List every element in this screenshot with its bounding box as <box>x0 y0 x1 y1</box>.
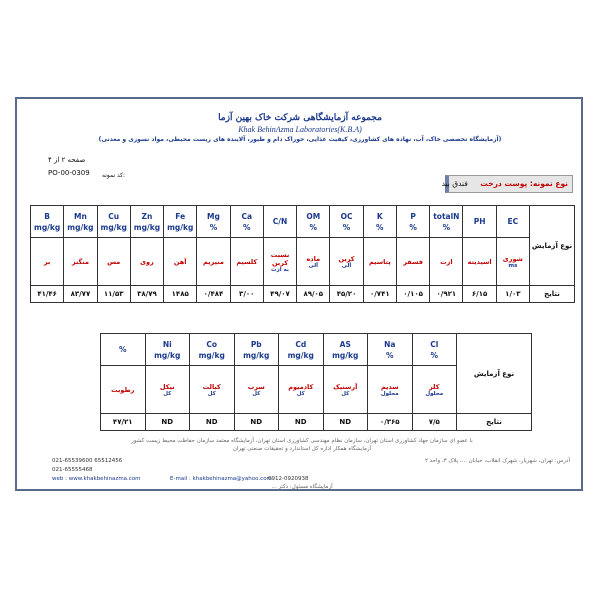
column-unit <box>97 206 130 238</box>
column-name <box>323 366 368 414</box>
parameter-symbol: Cd <box>295 339 307 349</box>
column-name <box>97 238 130 286</box>
column-unit <box>190 334 235 366</box>
unit-row <box>101 334 532 366</box>
result-value: ND <box>234 414 279 431</box>
result-value: ۱/۰۳ <box>496 286 529 303</box>
parameter-name: منیزیم <box>203 257 224 266</box>
column-unit <box>368 334 413 366</box>
result-value: ۷/۵ <box>412 414 457 431</box>
parameter-name: روی <box>140 257 154 266</box>
footer-line-1: با عضو ای سازمان جهاد کشاورزی استان تهران، سازمان نظام مهندسی کشاورزی استان تهران، آزمایشگاه معتمد سازمان حفاظت محیط زیست کشور <box>131 438 473 444</box>
footer-manager: آزمایشگاه مسئول: دکتر ... <box>271 484 333 490</box>
parameter-unit: mg/kg <box>133 222 161 232</box>
column-name <box>330 238 363 286</box>
parameter-symbol: AS <box>339 339 351 349</box>
result-value: ND <box>279 414 324 431</box>
column-unit <box>323 334 368 366</box>
parameter-name-sub: کل <box>252 390 261 397</box>
parameter-symbol: Cl <box>430 339 439 349</box>
parameter-name: کلسیم <box>236 257 258 266</box>
column-name <box>412 366 457 414</box>
result-value: ۳۸/۷۹ <box>130 286 163 303</box>
parameter-name-sub: کل <box>163 390 172 397</box>
parameter-name-sub: آلی <box>308 262 319 269</box>
parameter-name: سدیم <box>380 382 399 391</box>
column-unit <box>31 206 64 238</box>
parameter-symbol: Mn <box>74 211 87 221</box>
footer-phone: 021-65539600 65512456 <box>52 458 123 464</box>
column-name <box>145 366 190 414</box>
result-value: ۰/۴۸۴ <box>197 286 230 303</box>
parameter-symbol: C/N <box>272 217 288 226</box>
parameter-unit: % <box>209 222 218 232</box>
page-number: صفحه ۲ از ۴ <box>48 156 86 164</box>
footer-mobile: 0912-0920938 <box>268 476 309 482</box>
column-name <box>130 238 163 286</box>
column-name <box>164 238 197 286</box>
parameter-name: نیکل <box>159 382 175 391</box>
parameter-name: شوری <box>502 254 523 263</box>
result-row <box>101 414 532 431</box>
parameter-unit: mg/kg <box>167 222 194 232</box>
column-name <box>430 238 463 286</box>
results-label: نتایج <box>530 286 575 303</box>
parameter-name: کلر <box>429 382 440 391</box>
parameter-symbol: Cu <box>108 211 120 221</box>
column-unit <box>330 206 363 238</box>
footer-fax: 021-65555468 <box>52 467 93 473</box>
parameter-name: منگنز <box>71 257 89 266</box>
parameter-name: اسیدیته <box>467 257 492 266</box>
parameter-name: بر <box>43 257 51 266</box>
parameter-symbol: totalN <box>433 211 460 221</box>
parameter-unit: % <box>309 222 318 232</box>
column-unit <box>279 334 324 366</box>
result-value: ND <box>323 414 368 431</box>
parameter-name: رطوبت <box>111 385 135 394</box>
parameter-symbol: % <box>118 345 127 354</box>
parameter-name: نسبت کربن <box>270 250 290 267</box>
results-table-main <box>30 205 575 303</box>
result-value: ۱۱/۵۳ <box>97 286 130 303</box>
parameter-unit: % <box>430 350 438 360</box>
column-unit <box>164 206 197 238</box>
parameter-name-sub: محلول <box>380 390 399 397</box>
parameter-unit: mg/kg <box>67 222 94 232</box>
column-unit <box>101 334 146 366</box>
parameter-name-sub: کل <box>296 390 305 397</box>
column-name <box>496 238 529 286</box>
column-unit <box>297 206 330 238</box>
name-row <box>31 238 575 286</box>
parameter-name: کبالت <box>202 382 221 391</box>
parameter-name: کادمیوم <box>288 382 314 391</box>
result-value: ND <box>145 414 190 431</box>
result-value: ۱۴۸۵ <box>164 286 197 303</box>
parameter-unit: mg/kg <box>332 350 359 360</box>
parameter-name: ازت <box>440 257 453 266</box>
parameter-name: پتاسیم <box>368 257 391 266</box>
footer-website[interactable]: web : www.khakbehinazma.com <box>52 476 141 482</box>
parameter-symbol: P <box>410 211 416 221</box>
column-name <box>463 238 496 286</box>
column-name <box>64 238 97 286</box>
column-unit <box>396 206 429 238</box>
result-value: ۰/۱۰۵ <box>396 286 429 303</box>
column-name <box>31 238 64 286</box>
result-value: ۴۹/۰۷ <box>263 286 296 303</box>
parameter-symbol: Zn <box>141 211 153 221</box>
column-unit <box>145 334 190 366</box>
parameter-unit: mg/kg <box>154 350 181 360</box>
results-label: نتایج <box>457 414 532 431</box>
column-name <box>190 366 235 414</box>
column-unit <box>412 334 457 366</box>
parameter-symbol: B <box>44 211 50 221</box>
result-value: ۸۳/۷۷ <box>64 286 97 303</box>
result-value: ۰/۷۴۱ <box>363 286 396 303</box>
footer-email[interactable]: E-mail : khakbehinazma@yahoo.com <box>170 476 272 482</box>
parameter-unit: mg/kg <box>34 222 61 232</box>
parameter-unit: % <box>409 222 417 232</box>
results-table-secondary <box>100 333 532 431</box>
parameter-unit: mg/kg <box>287 350 314 360</box>
column-name <box>234 366 279 414</box>
parameter-unit: mg/kg <box>100 222 127 232</box>
test-type-header: نوع آزمایش <box>457 334 532 414</box>
parameter-unit: % <box>242 222 251 232</box>
parameter-symbol: Ni <box>162 339 172 349</box>
parameter-name: سرب <box>247 382 265 391</box>
sample-type-value: فندق بید <box>441 179 468 188</box>
parameter-symbol: Ca <box>241 211 253 221</box>
column-unit <box>496 206 529 238</box>
parameter-name: مس <box>107 257 121 266</box>
parameter-name: آهن <box>173 257 187 266</box>
column-unit <box>263 206 296 238</box>
parameter-unit: % <box>376 222 384 232</box>
sample-code-label: کد نمونه: <box>102 172 126 179</box>
result-row <box>31 286 575 303</box>
parameter-name-sub: کل <box>341 390 350 397</box>
parameter-name-sub: محلول <box>425 390 444 397</box>
parameter-symbol: OM <box>306 211 321 221</box>
result-value: ۰/۳۶۵ <box>368 414 413 431</box>
result-value: ۴۱/۴۶ <box>31 286 64 303</box>
column-unit <box>430 206 463 238</box>
parameter-symbol: OC <box>340 211 353 221</box>
column-unit <box>234 334 279 366</box>
test-type-header: نوع آزمایش <box>530 206 575 286</box>
column-unit <box>197 206 230 238</box>
result-value: ۴۷/۲۱ <box>101 414 146 431</box>
parameter-symbol: EC <box>507 217 519 226</box>
parameter-symbol: Fe <box>175 211 186 221</box>
result-value: ۴۵/۲۰ <box>330 286 363 303</box>
parameter-symbol: Pb <box>250 339 262 349</box>
footer-address: آدرس: تهران، شهریار، شهرک انقلاب، خیابان ...، پلاک ۳، واحد ۲ <box>424 458 570 464</box>
result-value: ND <box>190 414 235 431</box>
column-unit <box>230 206 263 238</box>
parameter-unit: % <box>342 222 351 232</box>
parameter-name-sub: ms <box>508 262 518 269</box>
parameter-symbol: Mg <box>207 211 220 221</box>
parameter-symbol: Co <box>206 339 218 349</box>
parameter-symbol: PH <box>473 217 486 226</box>
lab-title-en: Khak BehinAzma Laboratories(K.B.A) <box>238 125 362 134</box>
footer-line-2: آزمایشگاه همکار اداره کل استاندارد و تحقیقات صنعتی تهران <box>232 446 372 452</box>
column-name <box>297 238 330 286</box>
column-name <box>230 238 263 286</box>
column-name <box>279 366 324 414</box>
column-name <box>263 238 296 286</box>
result-value: ۳/۰۰ <box>230 286 263 303</box>
parameter-name-sub: آلی <box>341 262 352 269</box>
parameter-name: ماده <box>306 254 321 263</box>
parameter-symbol: K <box>376 211 383 221</box>
column-name <box>368 366 413 414</box>
parameter-name-sub: کل <box>207 390 216 397</box>
column-name <box>197 238 230 286</box>
column-unit <box>363 206 396 238</box>
parameter-unit: % <box>442 222 451 232</box>
parameter-unit: % <box>385 350 394 360</box>
lab-title-fa: مجموعه آزمایشگاهی شرکت خاک بهین آزما <box>218 113 382 123</box>
parameter-name: کربن <box>338 254 355 263</box>
column-unit <box>64 206 97 238</box>
parameter-symbol: Na <box>384 339 396 349</box>
sample-type-box <box>441 175 573 193</box>
parameter-name: آرسنیک <box>333 382 358 391</box>
parameter-name: فسفر <box>403 257 423 266</box>
result-value: ۰/۹۲۱ <box>430 286 463 303</box>
parameter-name-sub: به ازت <box>271 266 289 273</box>
result-value: ۸۹/۰۵ <box>297 286 330 303</box>
lab-subtitle: (آزمایشگاه تخصصی خاک، آب، نهاده های کشاورزی، کیفیت غذایی، خوراک دام و طیور، آلاینده های زیست محیطی، مواد نسوزی و معدنی) <box>98 136 502 143</box>
column-unit <box>463 206 496 238</box>
sample-code: PO-00-0309 <box>48 169 90 177</box>
column-name <box>101 366 146 414</box>
column-name <box>363 238 396 286</box>
unit-row <box>31 206 575 238</box>
parameter-unit: mg/kg <box>243 350 270 360</box>
result-value: ۶/۱۵ <box>463 286 496 303</box>
parameter-unit: mg/kg <box>198 350 225 360</box>
sample-type-label: نوع نمونه: پوست درخت <box>480 179 568 188</box>
column-unit <box>130 206 163 238</box>
column-name <box>396 238 429 286</box>
